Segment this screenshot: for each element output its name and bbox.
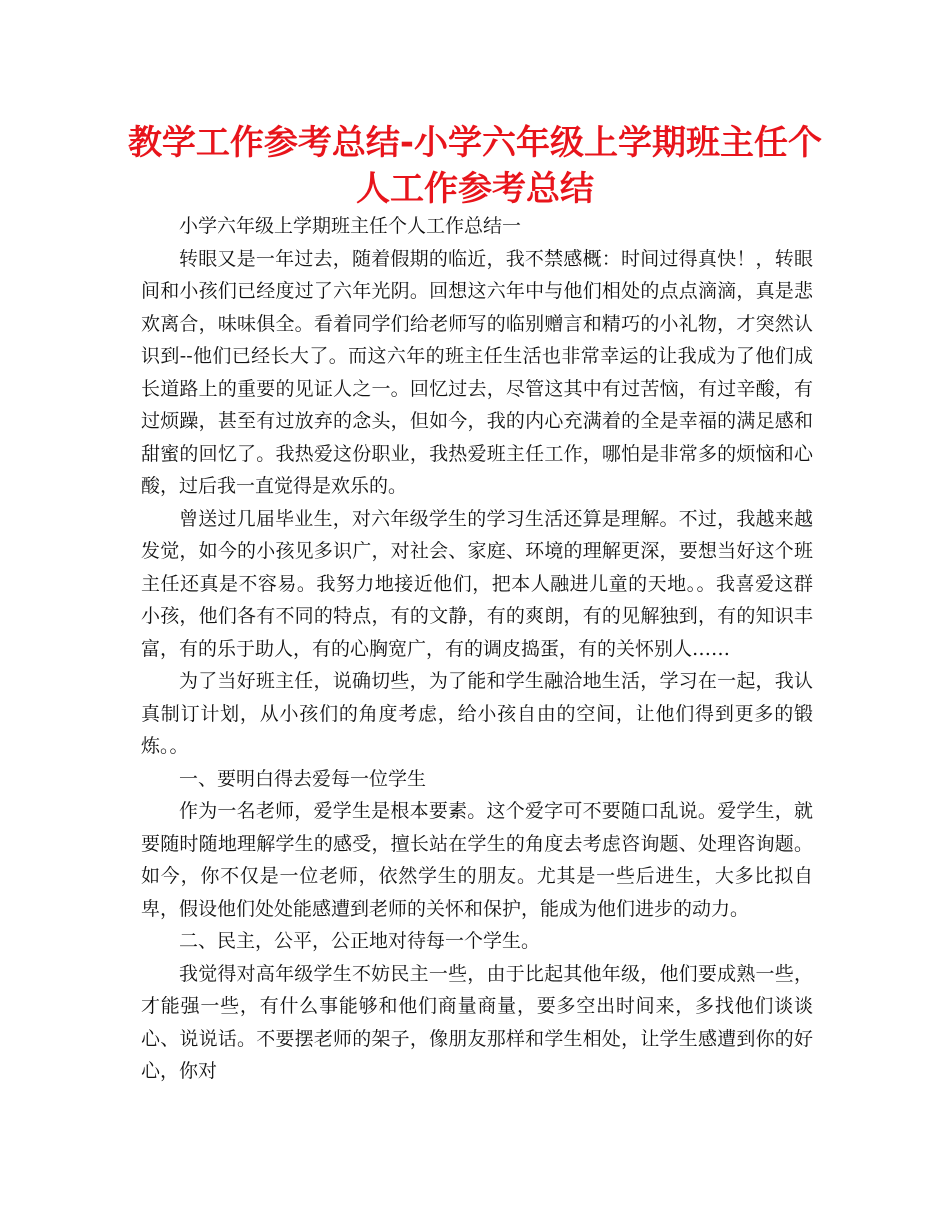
section-heading: 一、要明白得去爱每一位学生: [179, 767, 427, 790]
document-title: 教学工作参考总结-小学六年级上学期班主任个人工作参考总结: [127, 123, 823, 209]
paragraph: 曾送过几届毕业生，对六年级学生的学习生活还算是理解。不过，我越来越发觉，如今的小孩见多识广，对社会、家庭、环境的理解更深，要想当好这个班主任还真是不容易。我努力地接近他们，把本人融进儿童的天地。。我喜爱这群小孩，他们各有不同的特点，有的文静，有的爽朗，有的见解独到，有的知识丰富，有的乐于助人，有的心胸宽广，有的调皮捣蛋，有的关怀别人……: [141, 507, 813, 660]
paragraph: 作为一名老师，爱学生是根本要素。这个爱字可不要随口乱说。爱学生，就要随时随地理解学生的感受，擅长站在学生的角度去考虑咨询题、处理咨询题。如今，你不仅是一位老师，依然学生的朋友。尤其是一些后进生，大多比拟自卑，假设他们处处能感遭到老师的关怀和保护，能成为他们进步的动力。: [141, 800, 813, 920]
paragraph: 转眼又是一年过去，随着假期的临近，我不禁感概：时间过得真快！，转眼间和小孩们已经度过了六年光阴。回想这六年中与他们相处的点点滴滴，真是悲欢离合，味味俱全。看着同学们给老师写的临别赠言和精巧的小礼物，才突然认识到--他们已经长大了。而这六年的班主任生活也非常幸运的让我成为了他们成长道路上的重要的见证人之一。回忆过去，尽管这其中有过苦恼，有过辛酸，有过烦躁，甚至有过放弃的念头，但如今，我的内心充满着的全是幸福的满足感和甜蜜的回忆了。我热爱这份职业，我热爱班主任工作，哪怕是非常多的烦恼和心酸，过后我一直觉得是欢乐的。: [141, 247, 813, 497]
paragraph: 为了当好班主任，说确切些，为了能和学生融洽地生活，学习在一起，我认真制订计划，从小孩们的角度考虑，给小孩自由的空间，让他们得到更多的锻炼。。: [141, 670, 813, 757]
paragraph-subtitle: 小学六年级上学期班主任个人工作总结一: [179, 215, 522, 237]
section-heading: 二、民主，公平，公正地对待每一个学生。: [179, 930, 541, 952]
paragraph: 我觉得对高年级学生不妨民主一些，由于比起其他年级，他们要成熟一些，才能强一些，有什么事能够和他们商量商量，要多空出时间来，多找他们谈谈心、说说话。不要摆老师的架子，像朋友那样和学生相处，让学生感遭到你的好心，你对: [141, 962, 813, 1082]
document-body: [141, 210, 813, 1088]
